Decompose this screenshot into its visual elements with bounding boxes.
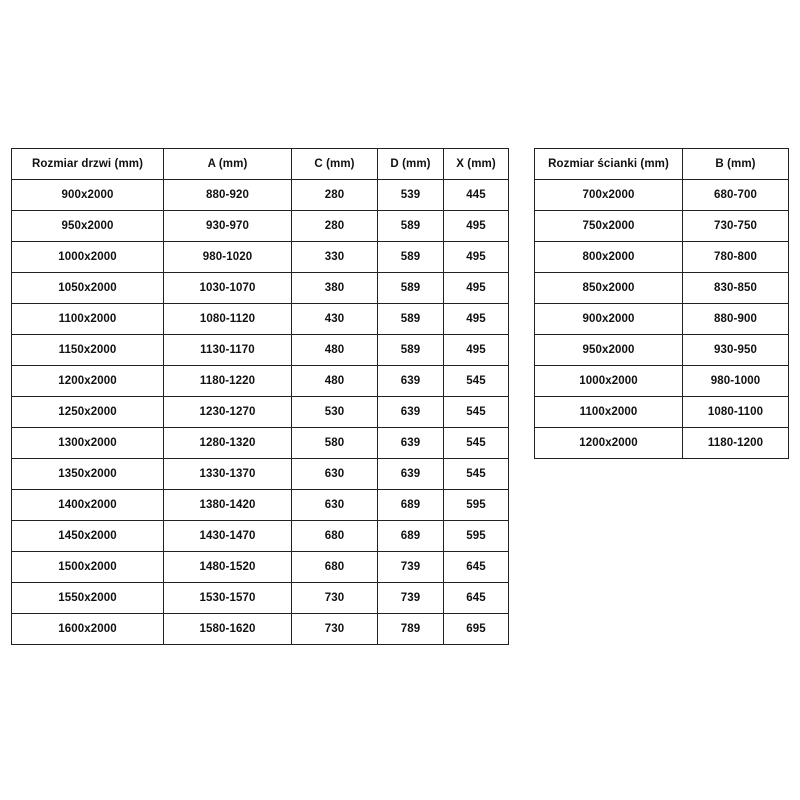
table-row: [12, 273, 509, 304]
column-header-door-size: Rozmiar drzwi (mm): [12, 149, 164, 180]
cell-x: 495: [444, 335, 509, 366]
cell-wall-size: 950x2000: [535, 335, 683, 366]
cell-c: 480: [292, 335, 378, 366]
cell-d: 589: [378, 335, 444, 366]
cell-a: 1480-1520: [164, 552, 292, 583]
table-row: [535, 180, 789, 211]
table-row: [12, 490, 509, 521]
cell-d: 589: [378, 242, 444, 273]
table-row: [12, 242, 509, 273]
cell-c: 330: [292, 242, 378, 273]
walls-table-body: [535, 180, 789, 459]
cell-c: 680: [292, 521, 378, 552]
column-header-c: C (mm): [292, 149, 378, 180]
cell-x: 695: [444, 614, 509, 645]
cell-d: 689: [378, 521, 444, 552]
cell-door-size: 1000x2000: [12, 242, 164, 273]
cell-x: 595: [444, 521, 509, 552]
table-row: [535, 397, 789, 428]
cell-c: 580: [292, 428, 378, 459]
cell-b: 830-850: [683, 273, 789, 304]
cell-door-size: 1250x2000: [12, 397, 164, 428]
cell-x: 545: [444, 459, 509, 490]
cell-x: 495: [444, 304, 509, 335]
cell-a: 930-970: [164, 211, 292, 242]
table-row: [12, 521, 509, 552]
cell-x: 495: [444, 211, 509, 242]
table-row: [535, 242, 789, 273]
cell-wall-size: 1000x2000: [535, 366, 683, 397]
table-row: [12, 552, 509, 583]
table-row: [12, 366, 509, 397]
cell-b: 930-950: [683, 335, 789, 366]
cell-x: 545: [444, 397, 509, 428]
cell-d: 789: [378, 614, 444, 645]
cell-door-size: 1100x2000: [12, 304, 164, 335]
table-header-row: [12, 149, 509, 180]
cell-door-size: 1500x2000: [12, 552, 164, 583]
cell-c: 480: [292, 366, 378, 397]
cell-d: 639: [378, 428, 444, 459]
table-row: [535, 211, 789, 242]
cell-door-size: 900x2000: [12, 180, 164, 211]
table-row: [12, 397, 509, 428]
table-row: [12, 211, 509, 242]
doors-size-table: [11, 148, 509, 645]
cell-door-size: 1200x2000: [12, 366, 164, 397]
cell-c: 630: [292, 459, 378, 490]
cell-a: 1280-1320: [164, 428, 292, 459]
cell-door-size: 1300x2000: [12, 428, 164, 459]
cell-b: 680-700: [683, 180, 789, 211]
cell-x: 445: [444, 180, 509, 211]
table-row: [535, 304, 789, 335]
cell-b: 980-1000: [683, 366, 789, 397]
cell-b: 880-900: [683, 304, 789, 335]
cell-b: 1080-1100: [683, 397, 789, 428]
table-row: [12, 459, 509, 490]
cell-wall-size: 700x2000: [535, 180, 683, 211]
table-row: [12, 583, 509, 614]
cell-c: 680: [292, 552, 378, 583]
cell-d: 739: [378, 583, 444, 614]
cell-a: 1380-1420: [164, 490, 292, 521]
cell-a: 1530-1570: [164, 583, 292, 614]
cell-a: 1230-1270: [164, 397, 292, 428]
cell-wall-size: 850x2000: [535, 273, 683, 304]
wall-size-table-container: [534, 148, 789, 459]
cell-d: 539: [378, 180, 444, 211]
cell-door-size: 1450x2000: [12, 521, 164, 552]
doors-table-body: [12, 180, 509, 645]
cell-d: 639: [378, 397, 444, 428]
cell-b: 780-800: [683, 242, 789, 273]
cell-d: 639: [378, 366, 444, 397]
cell-x: 495: [444, 273, 509, 304]
cell-door-size: 1400x2000: [12, 490, 164, 521]
cell-c: 430: [292, 304, 378, 335]
cell-wall-size: 750x2000: [535, 211, 683, 242]
cell-c: 630: [292, 490, 378, 521]
cell-door-size: 1150x2000: [12, 335, 164, 366]
walls-table-header: [535, 149, 789, 180]
column-header-d: D (mm): [378, 149, 444, 180]
cell-b: 1180-1200: [683, 428, 789, 459]
cell-a: 1030-1070: [164, 273, 292, 304]
cell-door-size: 1050x2000: [12, 273, 164, 304]
table-row: [535, 273, 789, 304]
cell-x: 545: [444, 428, 509, 459]
table-row: [12, 180, 509, 211]
cell-c: 280: [292, 180, 378, 211]
cell-a: 1130-1170: [164, 335, 292, 366]
table-row: [535, 428, 789, 459]
cell-x: 495: [444, 242, 509, 273]
cell-a: 1330-1370: [164, 459, 292, 490]
cell-a: 880-920: [164, 180, 292, 211]
cell-a: 980-1020: [164, 242, 292, 273]
cell-door-size: 1550x2000: [12, 583, 164, 614]
cell-b: 730-750: [683, 211, 789, 242]
cell-door-size: 1600x2000: [12, 614, 164, 645]
column-header-b: B (mm): [683, 149, 789, 180]
cell-x: 595: [444, 490, 509, 521]
cell-a: 1430-1470: [164, 521, 292, 552]
cell-d: 739: [378, 552, 444, 583]
cell-a: 1180-1220: [164, 366, 292, 397]
cell-c: 530: [292, 397, 378, 428]
cell-wall-size: 800x2000: [535, 242, 683, 273]
doors-table-header: [12, 149, 509, 180]
cell-d: 589: [378, 273, 444, 304]
cell-wall-size: 1200x2000: [535, 428, 683, 459]
table-row: [12, 428, 509, 459]
cell-c: 380: [292, 273, 378, 304]
cell-x: 545: [444, 366, 509, 397]
table-header-row: [535, 149, 789, 180]
doors-size-table-container: [11, 148, 509, 645]
wall-size-table: [534, 148, 789, 459]
table-row: [12, 614, 509, 645]
cell-a: 1080-1120: [164, 304, 292, 335]
table-row: [535, 366, 789, 397]
column-header-wall-size: Rozmiar ścianki (mm): [535, 149, 683, 180]
column-header-x: X (mm): [444, 149, 509, 180]
cell-d: 589: [378, 211, 444, 242]
cell-x: 645: [444, 583, 509, 614]
cell-d: 589: [378, 304, 444, 335]
cell-door-size: 1350x2000: [12, 459, 164, 490]
cell-wall-size: 900x2000: [535, 304, 683, 335]
cell-d: 689: [378, 490, 444, 521]
table-row: [12, 335, 509, 366]
cell-door-size: 950x2000: [12, 211, 164, 242]
cell-d: 639: [378, 459, 444, 490]
cell-a: 1580-1620: [164, 614, 292, 645]
cell-c: 280: [292, 211, 378, 242]
column-header-a: A (mm): [164, 149, 292, 180]
cell-wall-size: 1100x2000: [535, 397, 683, 428]
cell-c: 730: [292, 614, 378, 645]
cell-c: 730: [292, 583, 378, 614]
table-row: [12, 304, 509, 335]
cell-x: 645: [444, 552, 509, 583]
table-row: [535, 335, 789, 366]
